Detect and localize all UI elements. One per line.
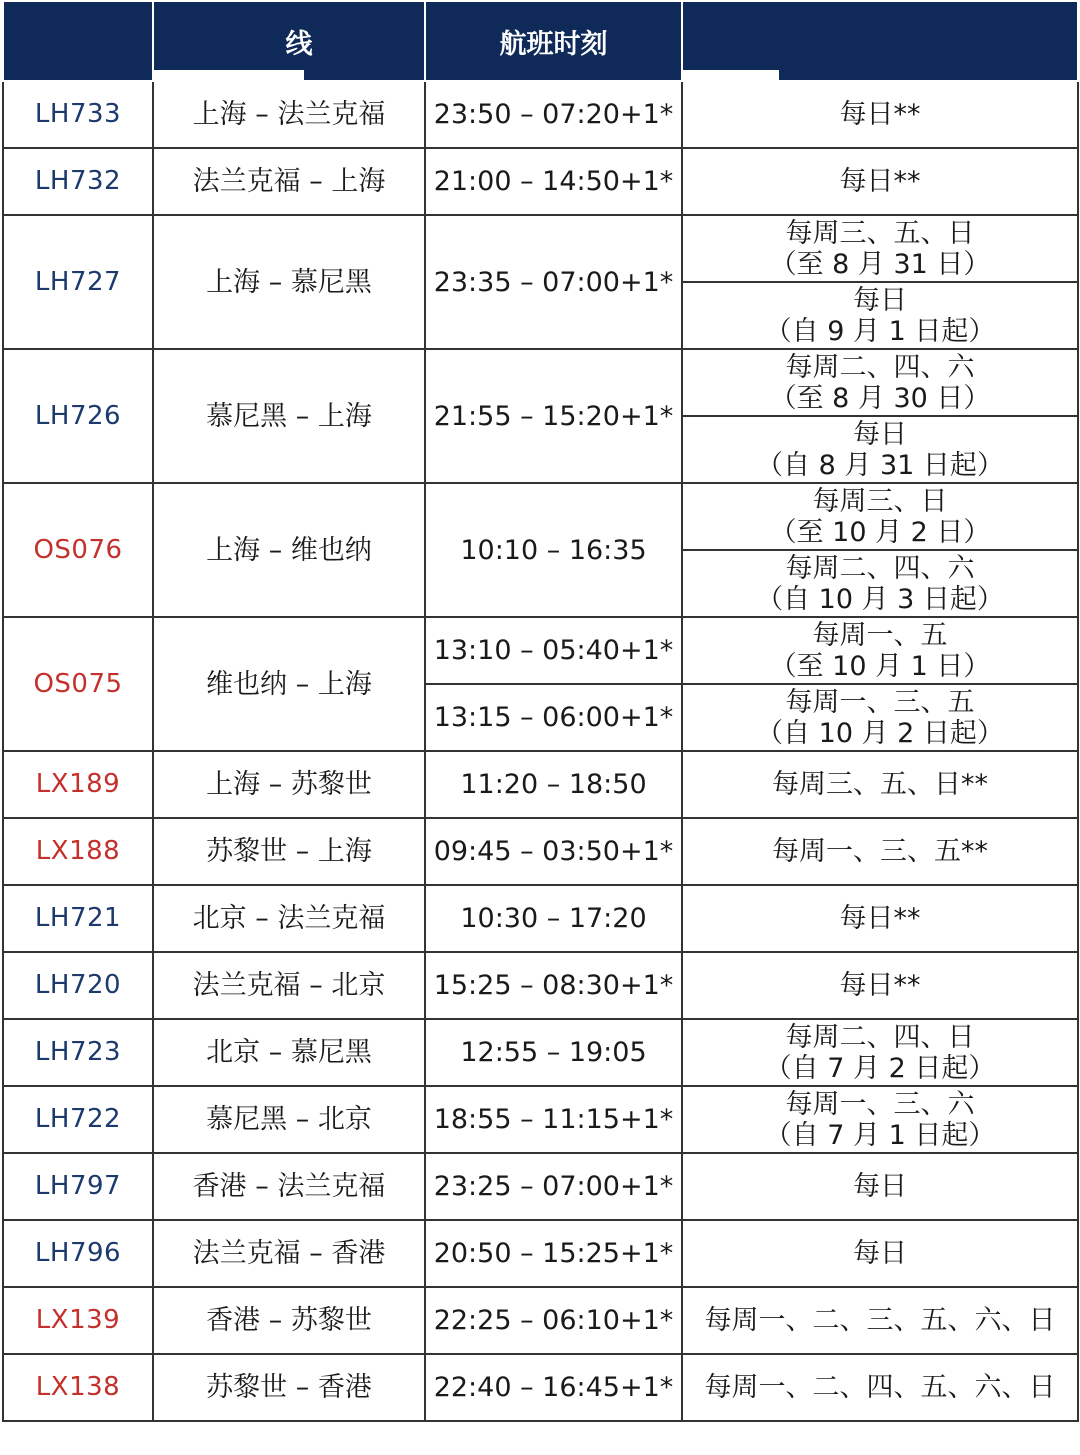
flight-code: LH727 — [3, 215, 153, 349]
header-route-mask — [154, 70, 304, 80]
days-line: （自 10 月 3 日起） — [756, 583, 1004, 615]
days-line: 每周三、五、日** — [772, 769, 988, 800]
days-line: （自 7 月 1 日起） — [764, 1119, 996, 1151]
header-days — [682, 2, 1078, 81]
table-row — [3, 1287, 1078, 1354]
days-cell — [682, 81, 1078, 148]
route-cell: 上海 – 苏黎世 — [153, 751, 425, 818]
days-line: 每日 — [853, 1171, 907, 1202]
days-line: 每日 — [853, 1238, 907, 1269]
route-cell: 维也纳 – 上海 — [153, 617, 425, 751]
flight-code: LH721 — [3, 885, 153, 952]
days-line: 每周一、二、三、五、六、日 — [704, 1305, 1056, 1336]
days-cell — [682, 1220, 1078, 1287]
time-cell: 23:35 – 07:00+1* — [425, 215, 682, 349]
days-cell — [682, 1354, 1078, 1421]
header-time — [425, 2, 682, 81]
time-cell: 11:20 – 18:50 — [425, 751, 682, 818]
days-cell — [682, 215, 1078, 282]
header-row — [3, 2, 1078, 81]
route-cell: 香港 – 苏黎世 — [153, 1287, 425, 1354]
days-cell — [682, 282, 1078, 349]
days-cell — [682, 818, 1078, 885]
days-line: （至 8 月 30 日） — [769, 382, 991, 414]
table-row — [3, 349, 1078, 416]
table-row — [3, 148, 1078, 215]
days-line: 每日** — [839, 970, 921, 1001]
days-cell — [682, 1086, 1078, 1153]
days-line: 每周一、五 — [812, 619, 948, 651]
header-flight-number — [3, 2, 153, 81]
table-row — [3, 1019, 1078, 1086]
days-line: 每周一、三、五 — [785, 686, 975, 718]
days-line: 每周一、三、六 — [785, 1088, 975, 1120]
time-cell: 23:50 – 07:20+1* — [425, 81, 682, 148]
time-cell: 22:40 – 16:45+1* — [425, 1354, 682, 1421]
table-row — [3, 617, 1078, 684]
flight-code: LH733 — [3, 81, 153, 148]
header-route — [153, 2, 425, 81]
days-line: 每周一、三、五** — [772, 836, 988, 867]
route-cell: 法兰克福 – 香港 — [153, 1220, 425, 1287]
route-cell: 上海 – 法兰克福 — [153, 81, 425, 148]
flight-code: LH732 — [3, 148, 153, 215]
time-cell: 21:00 – 14:50+1* — [425, 148, 682, 215]
days-line: 每周二、四、日 — [785, 1021, 975, 1053]
flight-code: LH722 — [3, 1086, 153, 1153]
table-row — [3, 1220, 1078, 1287]
days-line: （自 8 月 31 日起） — [756, 449, 1004, 481]
flight-code: LX139 — [3, 1287, 153, 1354]
days-cell — [682, 550, 1078, 617]
days-line: （自 10 月 2 日起） — [756, 717, 1004, 749]
flight-code: LX189 — [3, 751, 153, 818]
flight-code: LX188 — [3, 818, 153, 885]
table-row — [3, 1153, 1078, 1220]
days-cell — [682, 416, 1078, 483]
table-row — [3, 483, 1078, 550]
days-cell — [682, 952, 1078, 1019]
route-cell: 上海 – 维也纳 — [153, 483, 425, 617]
header-days-mask — [683, 70, 779, 80]
route-cell: 慕尼黑 – 上海 — [153, 349, 425, 483]
days-line: （自 7 月 2 日起） — [764, 1052, 996, 1084]
flight-code: LH723 — [3, 1019, 153, 1086]
days-line: （至 10 月 1 日） — [769, 650, 991, 682]
route-cell: 法兰克福 – 上海 — [153, 148, 425, 215]
flight-code: LX138 — [3, 1354, 153, 1421]
route-cell: 苏黎世 – 香港 — [153, 1354, 425, 1421]
table-row — [3, 952, 1078, 1019]
route-cell: 北京 – 慕尼黑 — [153, 1019, 425, 1086]
table-row — [3, 885, 1078, 952]
route-cell: 北京 – 法兰克福 — [153, 885, 425, 952]
time-cell: 15:25 – 08:30+1* — [425, 952, 682, 1019]
time-cell: 20:50 – 15:25+1* — [425, 1220, 682, 1287]
days-line: 每日 — [853, 284, 907, 316]
route-cell: 香港 – 法兰克福 — [153, 1153, 425, 1220]
days-cell — [682, 349, 1078, 416]
days-line: 每周二、四、六 — [785, 351, 975, 383]
days-line: 每周二、四、六 — [785, 552, 975, 584]
days-line: （至 10 月 2 日） — [769, 516, 991, 548]
flight-code: OS076 — [3, 483, 153, 617]
time-cell: 23:25 – 07:00+1* — [425, 1153, 682, 1220]
time-cell: 09:45 – 03:50+1* — [425, 818, 682, 885]
time-cell: 18:55 – 11:15+1* — [425, 1086, 682, 1153]
route-cell: 慕尼黑 – 北京 — [153, 1086, 425, 1153]
days-line: 每周三、日 — [812, 485, 948, 517]
days-line: 每周三、五、日 — [785, 217, 975, 249]
days-cell — [682, 617, 1078, 684]
time-cell: 13:10 – 05:40+1* — [425, 617, 682, 684]
flight-schedule-table — [2, 2, 1079, 1422]
table-row — [3, 751, 1078, 818]
flight-code: LH797 — [3, 1153, 153, 1220]
flight-code: OS075 — [3, 617, 153, 751]
route-cell: 上海 – 慕尼黑 — [153, 215, 425, 349]
days-line: （自 9 月 1 日起） — [764, 315, 996, 347]
time-cell: 12:55 – 19:05 — [425, 1019, 682, 1086]
flight-code: LH720 — [3, 952, 153, 1019]
time-cell: 10:10 – 16:35 — [425, 483, 682, 617]
days-cell — [682, 684, 1078, 751]
table-row — [3, 81, 1078, 148]
days-cell — [682, 483, 1078, 550]
header-route-label: 线 — [285, 28, 313, 60]
table-row — [3, 818, 1078, 885]
days-line: 每周一、二、四、五、六、日 — [704, 1372, 1056, 1403]
days-line: 每日** — [839, 166, 921, 197]
days-cell — [682, 885, 1078, 952]
table-row — [3, 1086, 1078, 1153]
flight-code: LH796 — [3, 1220, 153, 1287]
days-line: 每日 — [853, 418, 907, 450]
table-row — [3, 1354, 1078, 1421]
route-cell: 法兰克福 – 北京 — [153, 952, 425, 1019]
time-cell: 22:25 – 06:10+1* — [425, 1287, 682, 1354]
days-cell — [682, 1153, 1078, 1220]
route-cell: 苏黎世 – 上海 — [153, 818, 425, 885]
days-cell — [682, 1287, 1078, 1354]
days-line: 每日** — [839, 99, 921, 130]
days-cell — [682, 148, 1078, 215]
days-line: （至 8 月 31 日） — [769, 248, 991, 280]
time-cell: 10:30 – 17:20 — [425, 885, 682, 952]
days-cell — [682, 751, 1078, 818]
days-cell — [682, 1019, 1078, 1086]
days-line: 每日** — [839, 903, 921, 934]
table-row — [3, 215, 1078, 282]
header-time-label: 航班时刻 — [499, 28, 608, 60]
schedule-body — [3, 81, 1078, 1421]
time-cell: 13:15 – 06:00+1* — [425, 684, 682, 751]
flight-code: LH726 — [3, 349, 153, 483]
time-cell: 21:55 – 15:20+1* — [425, 349, 682, 483]
